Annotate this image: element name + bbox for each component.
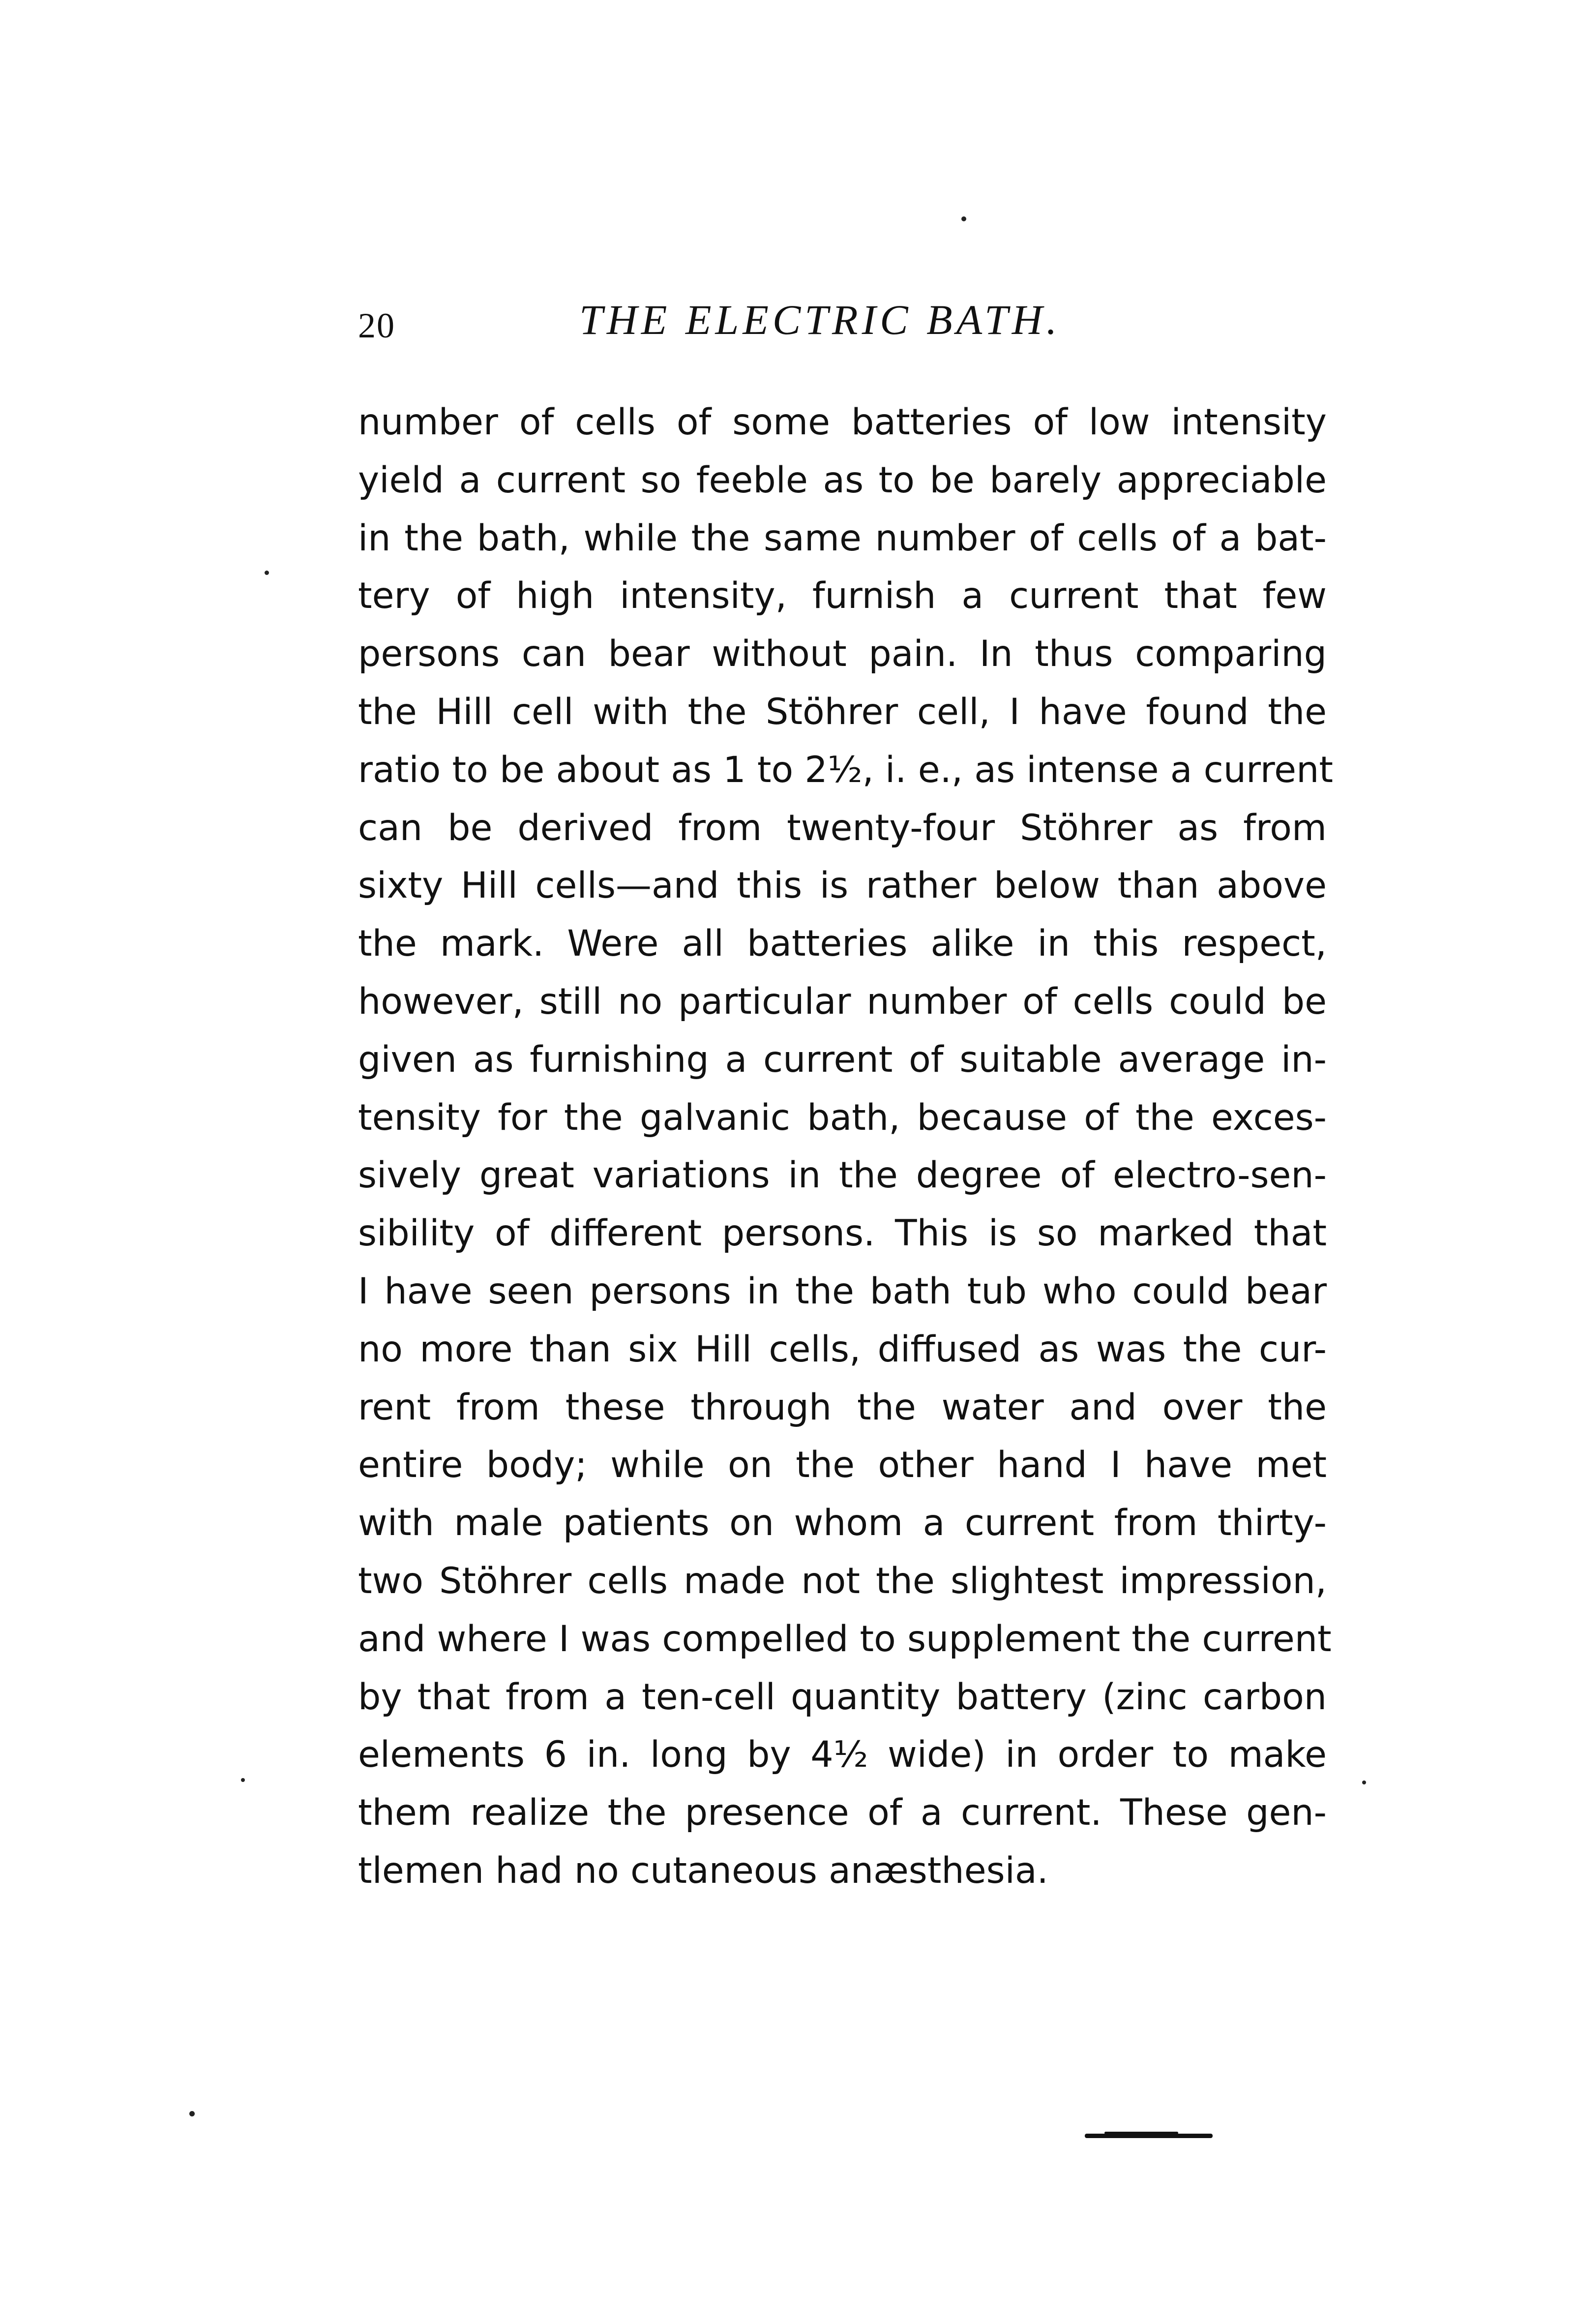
running-title: THE ELECTRIC BATH. (579, 296, 1061, 343)
text-line: tensity for the galvanic bath, because of the exces- (358, 1096, 1327, 1139)
text-line: by that from a ten-cell quantity battery (zinc carbon (358, 1676, 1327, 1718)
text-line: I have seen persons in the bath tub who could bear (358, 1270, 1327, 1312)
text-line: rent from these through the water and over the (358, 1386, 1327, 1428)
page-header (358, 295, 1327, 354)
text-line: and where I was compelled to supplement the current (358, 1618, 1332, 1660)
text-line: two Stöhrer cells made not the slightest impression, (358, 1560, 1327, 1602)
text-line: however, still no particular number of cells could be (358, 980, 1327, 1023)
text-line: the mark. Were all batteries alike in this respect, (358, 923, 1327, 965)
scan-speck (961, 216, 966, 221)
text-line: sively great variations in the degree of electro-sen- (358, 1154, 1327, 1197)
scan-speck (241, 1778, 245, 1782)
text-line: yield a current so feeble as to be barely appreciable (358, 459, 1327, 501)
text-line: can be derived from twenty-four Stöhrer as from (358, 807, 1327, 849)
text-line: ratio to be about as 1 to 2½, i. e., as intense a current (358, 749, 1333, 791)
text-line: number of cells of some batteries of low intensity (358, 401, 1327, 443)
page-number: 20 (358, 306, 395, 345)
text-line: entire body; while on the other hand I have met (358, 1444, 1327, 1486)
text-line: persons can bear without pain. In thus comparing (358, 633, 1327, 675)
text-line: elements 6 in. long by 4½ wide) in order to make (358, 1734, 1327, 1776)
scan-speck (1362, 1781, 1366, 1784)
text-line: with male patients on whom a current from thirty- (358, 1502, 1327, 1544)
text-line: tlemen had no cutaneous anæsthesia. (358, 1849, 1048, 1892)
text-line: given as furnishing a current of suitable average in- (358, 1038, 1327, 1081)
body-paragraph (358, 393, 1333, 1900)
text-line: the Hill cell with the Stöhrer cell, I have found the (358, 691, 1327, 733)
scan-speck (265, 571, 269, 575)
text-line: tery of high intensity, furnish a current that few (358, 575, 1327, 617)
text-line: them realize the presence of a current. These gen- (358, 1792, 1327, 1834)
text-line: sixty Hill cells—and this is rather below than above (358, 865, 1327, 907)
text-line: in the bath, while the same number of cells of a bat- (358, 517, 1327, 559)
scan-speck (189, 2111, 195, 2116)
end-rule (1085, 2134, 1213, 2138)
text-line: no more than six Hill cells, diffused as was the cur- (358, 1328, 1327, 1370)
text-line: sibility of different persons. This is so marked that (358, 1212, 1327, 1255)
